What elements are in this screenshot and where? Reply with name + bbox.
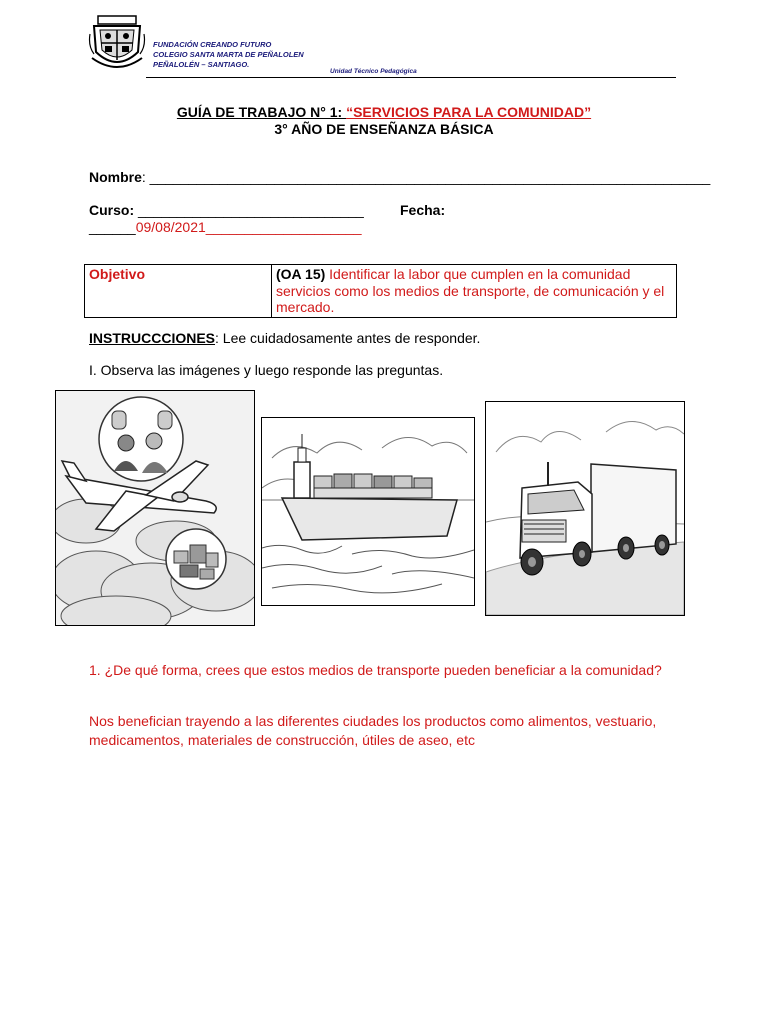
date-label: Fecha:: [400, 202, 446, 218]
school-name-block: [153, 40, 304, 70]
course-field[interactable]: [89, 202, 364, 218]
truck-illustration: [485, 401, 685, 616]
instructions-text: : Lee cuidadosamente antes de responder.: [215, 330, 481, 346]
name-label: Nombre: [89, 169, 142, 185]
unit-label: Unidad Técnico Pedagógica: [330, 68, 417, 75]
objective-table: [84, 264, 677, 318]
header-divider: [146, 77, 676, 78]
airplane-illustration: [55, 390, 255, 626]
objective-cell: [272, 265, 677, 318]
objective-code: (OA 15): [276, 266, 326, 282]
school-crest-icon: [88, 14, 146, 74]
answer-1[interactable]: Nos benefician trayendo a las diferentes ciudades los productos como alimentos, vestuario, medicamentos, materiales de construcción, útiles de aseo, etc: [89, 713, 657, 748]
date-prefix: ______: [89, 219, 136, 235]
school-line-3: PEÑALOLÉN – SANTIAGO.: [153, 60, 250, 69]
school-line-2: COLEGIO SANTA MARTA DE PEÑALOLEN: [153, 50, 304, 59]
objective-text: Identificar la labor que cumplen en la comunidad servicios como los medios de transporte, de comunicación y el mercado.: [276, 266, 665, 315]
page-title: [0, 104, 768, 120]
question-1: 1. ¿De qué forma, crees que estos medios de transporte pueden beneficiar a la comunidad?: [89, 662, 662, 678]
course-label: Curso:: [89, 202, 135, 218]
name-field[interactable]: [89, 169, 710, 185]
title-prefix: GUÍA DE TRABAJO N° 1:: [176, 104, 347, 120]
date-suffix: ____________________: [205, 219, 362, 235]
objective-label: Objetivo: [85, 265, 272, 318]
course-line: _____________________________: [138, 202, 364, 218]
date-value: 09/08/2021: [135, 219, 206, 235]
cargo-ship-illustration: [261, 417, 475, 606]
school-line-1: FUNDACIÓN CREANDO FUTURO: [153, 40, 272, 49]
name-line: : ________________________________________________________________________: [141, 169, 711, 185]
section-i-prompt: I. Observa las imágenes y luego responde las preguntas.: [89, 362, 444, 378]
date-label-wrap: [400, 202, 445, 218]
date-field[interactable]: [89, 219, 362, 235]
page-subtitle: 3° AÑO DE ENSEÑANZA BÁSICA: [274, 121, 494, 137]
instructions: [89, 330, 480, 346]
title-topic: “SERVICIOS PARA LA COMUNIDAD”: [346, 104, 592, 120]
instructions-label: INSTRUCCCIONES: [89, 330, 216, 346]
